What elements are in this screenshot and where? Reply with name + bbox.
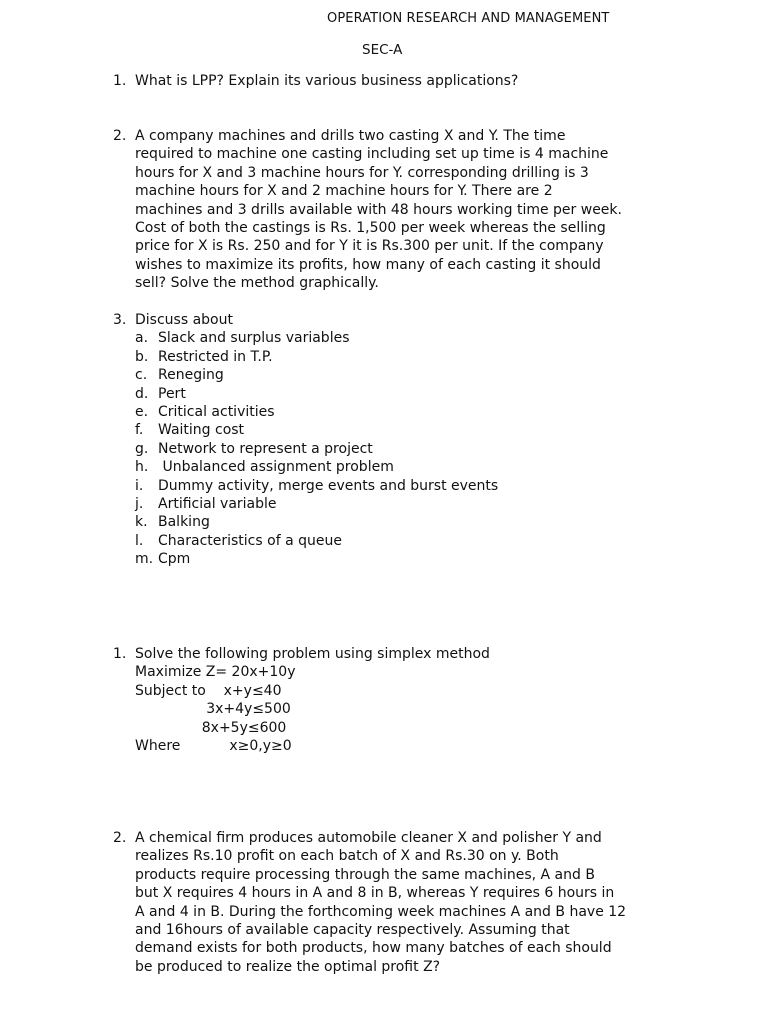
list-text: Characteristics of a queue [158,532,342,549]
list-item [113,366,713,384]
question-line: price for X is Rs. 250 and for Y it is Rs.300 per unit. If the company [135,238,604,255]
section-heading: SEC-A [362,42,403,58]
list-item [113,329,713,347]
list-text: Network to represent a project [158,440,373,457]
question-line: required to machine one casting including set up time is 4 machine [135,146,609,163]
list-text: Unbalanced assignment problem [158,459,394,476]
question-line: demand exists for both products, how many batches of each should [135,940,612,957]
document-title: OPERATION RESEARCH AND MANAGEMENT [327,11,610,26]
question-number: 1. [113,646,127,662]
question-number: 2. [113,128,127,144]
list-item [113,440,713,458]
list-text: Dummy activity, merge events and burst events [158,477,499,494]
list-text: Slack and surplus variables [158,330,350,347]
question-line: but X requires 4 hours in A and 8 in B, whereas Y requires 6 hours in [135,885,615,902]
question-line: products require processing through the same machines, A and B [135,866,595,883]
question-line: sell? Solve the method graphically. [135,275,379,292]
list-text: Waiting cost [158,422,245,439]
question-chemical-firm [113,829,713,976]
list-letter: b. [135,348,149,365]
list-letter: g. [135,440,149,457]
math-line: Maximize Z= 20x+10y [135,664,296,681]
list-letter: k. [135,514,148,531]
math-line: Subject to x+y≤40 [135,682,282,699]
question-line: A and 4 in B. During the forthcoming week machines A and B have 12 [135,903,627,920]
question-line: be produced to realize the optimal profit Z? [135,958,441,975]
list-text: Reneging [158,367,224,384]
question-3 [113,311,713,568]
list-item [113,458,713,476]
question-line: realizes Rs.10 profit on each batch of X and Rs.30 on y. Both [135,848,559,865]
list-item [113,532,713,550]
question-1 [113,72,713,90]
question-line: machines and 3 drills available with 48 hours working time per week. [135,201,622,218]
question-text: Solve the following problem using simplex method [135,646,490,662]
question-line: and 16hours of available capacity respectively. Assuming that [135,921,570,938]
question-line: machine hours for X and 2 machine hours for Y. There are 2 [135,183,553,200]
question-line: hours for X and 3 machine hours for Y. corresponding drilling is 3 [135,164,589,181]
question-number: 1. [113,73,127,89]
list-letter: a. [135,330,149,347]
list-item [113,403,713,421]
question-text: What is LPP? Explain its various business applications? [135,73,519,89]
list-item [113,385,713,403]
list-item [113,348,713,366]
question-line: A company machines and drills two casting X and Y. The time [135,128,566,144]
list-letter: h. [135,459,149,476]
math-line: Where x≥0,y≥0 [135,737,292,754]
list-text: Pert [158,385,186,402]
question-2 [113,127,713,293]
question-simplex [113,645,713,755]
list-text: Artificial variable [158,495,277,512]
list-item [113,495,713,513]
list-letter: j. [135,495,144,512]
question-number: 3. [113,312,127,328]
list-text: Balking [158,514,210,531]
list-letter: i. [135,477,144,494]
list-letter: c. [135,367,148,384]
question-line: Cost of both the castings is Rs. 1,500 per week whereas the selling [135,219,606,236]
math-line: 3x+4y≤500 [135,701,291,718]
list-letter: d. [135,385,149,402]
list-letter: e. [135,403,149,420]
math-line: 8x+5y≤600 [135,719,287,736]
question-line: A chemical firm produces automobile cleaner X and polisher Y and [135,830,602,846]
question-number: 2. [113,830,127,846]
list-letter: l. [135,532,144,549]
list-item [113,477,713,495]
list-letter: m. [135,551,154,568]
question-text: Discuss about [135,312,233,328]
list-text: Critical activities [158,403,275,420]
list-letter: f. [135,422,144,439]
list-item [113,550,713,568]
list-item [113,421,713,439]
list-text: Cpm [158,551,191,568]
question-line: wishes to maximize its profits, how many of each casting it should [135,256,601,273]
list-item [113,513,713,531]
list-text: Restricted in T.P. [158,348,273,365]
